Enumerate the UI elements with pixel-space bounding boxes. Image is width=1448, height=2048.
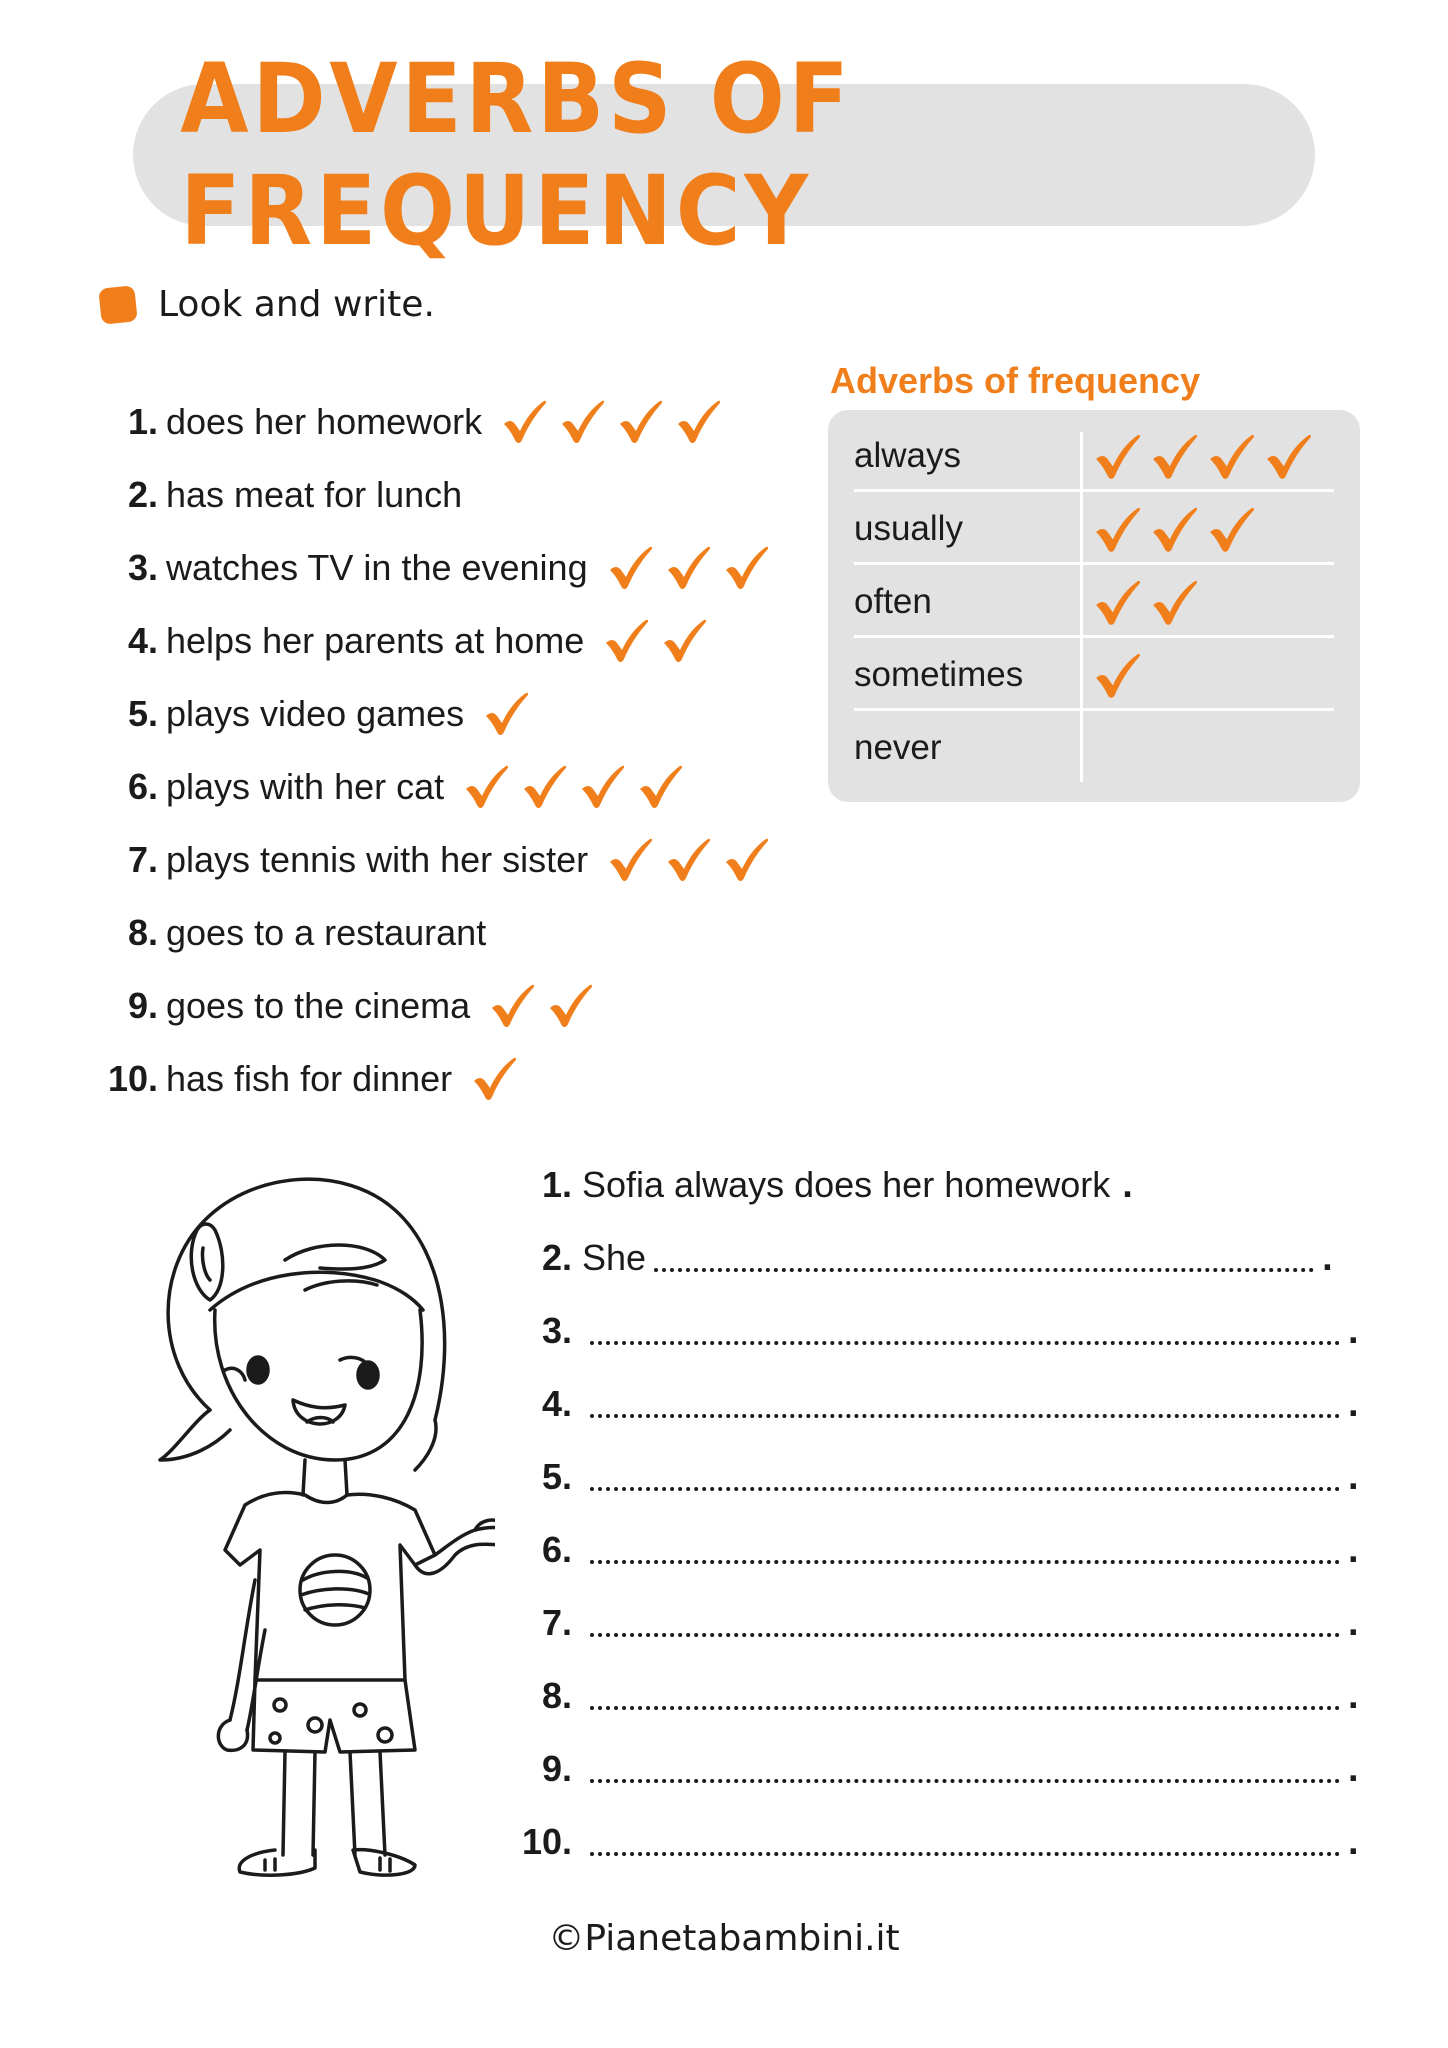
answer-number: 6. <box>541 1529 572 1570</box>
answer-blank[interactable] <box>590 1852 1340 1856</box>
activity-text: goes to the cinema <box>166 985 471 1026</box>
answer-number: 4. <box>541 1383 572 1424</box>
check-icon <box>722 544 770 592</box>
answer-period: . <box>1348 1309 1359 1352</box>
answer-blank[interactable] <box>590 1779 1340 1783</box>
answer-line[interactable] <box>510 1593 1359 1653</box>
activity-number: 10. <box>107 1058 158 1099</box>
check-icon <box>500 398 548 446</box>
activity-number: 1. <box>127 401 158 442</box>
check-icon <box>1092 578 1142 628</box>
check-icon <box>606 544 654 592</box>
legend-title: Adverbs of frequency <box>830 360 1201 401</box>
answer-blank[interactable] <box>590 1487 1340 1491</box>
check-icon <box>1149 505 1199 555</box>
answer-blank[interactable] <box>654 1268 1314 1272</box>
answer-number: 3. <box>541 1310 572 1351</box>
activity-item <box>0 976 604 1036</box>
legend-adverb: sometimes <box>854 655 1024 694</box>
answer-number: 7. <box>541 1602 572 1643</box>
check-icon <box>1206 505 1256 555</box>
activity-text: watches TV in the evening <box>166 547 588 588</box>
check-marks <box>462 763 694 811</box>
check-icon <box>1149 432 1199 482</box>
answer-line[interactable] <box>510 1228 1333 1288</box>
answer-period: . <box>1348 1528 1359 1571</box>
answer-blank[interactable] <box>590 1341 1340 1345</box>
legend-adverb: never <box>854 728 942 767</box>
answer-line[interactable] <box>510 1739 1359 1799</box>
check-icon <box>1206 432 1256 482</box>
answer-line[interactable] <box>510 1666 1359 1726</box>
legend-row <box>854 568 1334 638</box>
title-banner <box>133 43 1315 267</box>
bullet-icon <box>98 285 138 325</box>
activity-item <box>0 684 540 744</box>
check-icon <box>578 763 626 811</box>
answer-period: . <box>1348 1382 1359 1425</box>
legend-adverb: always <box>854 436 961 475</box>
activity-item <box>0 1049 528 1109</box>
legend-row <box>854 422 1334 492</box>
legend-row <box>854 714 1334 784</box>
answer-blank[interactable] <box>590 1633 1340 1637</box>
answer-period: . <box>1348 1455 1359 1498</box>
answer-blank[interactable] <box>590 1414 1340 1418</box>
activity-text: plays video games <box>166 693 465 734</box>
footer-credit: ©Pianetabambini.it <box>548 1918 900 1959</box>
activity-item <box>0 392 732 452</box>
activity-number: 8. <box>127 912 158 953</box>
girl-illustration <box>115 1160 495 1880</box>
activity-item <box>0 757 694 817</box>
check-icon <box>1092 651 1142 701</box>
check-icon <box>1149 578 1199 628</box>
check-icon <box>462 763 510 811</box>
answer-line[interactable] <box>510 1520 1359 1580</box>
check-icon <box>606 836 654 884</box>
check-marks <box>602 617 718 665</box>
activity-text: plays with her cat <box>166 766 445 807</box>
activity-number: 4. <box>127 620 158 661</box>
answer-number: 1. <box>541 1164 572 1205</box>
answer-blank[interactable] <box>590 1706 1340 1710</box>
activity-item <box>0 538 780 598</box>
activity-number: 7. <box>127 839 158 880</box>
activity-text: has fish for dinner <box>166 1058 453 1099</box>
answer-period: . <box>1348 1674 1359 1717</box>
legend-adverb: usually <box>854 509 963 548</box>
check-icon <box>470 1055 518 1103</box>
answer-number: 9. <box>541 1748 572 1789</box>
check-marks <box>470 1055 528 1103</box>
check-icon <box>482 690 530 738</box>
activity-number: 3. <box>127 547 158 588</box>
answer-period: . <box>1122 1163 1133 1206</box>
check-icon <box>1092 505 1142 555</box>
answer-line[interactable] <box>510 1301 1359 1361</box>
legend-row <box>854 641 1334 711</box>
legend-check-marks <box>1092 651 1149 701</box>
legend-table <box>828 410 1360 802</box>
check-marks <box>500 398 732 446</box>
answer-line[interactable] <box>510 1447 1359 1507</box>
activity-item <box>0 830 780 890</box>
answer-line[interactable] <box>510 1374 1359 1434</box>
answer-blank[interactable] <box>590 1560 1340 1564</box>
answer-period: . <box>1348 1820 1359 1863</box>
answer-number: 10. <box>521 1821 572 1862</box>
activity-text: plays tennis with her sister <box>166 839 589 880</box>
activity-number: 5. <box>127 693 158 734</box>
answer-period: . <box>1322 1236 1333 1279</box>
check-marks <box>488 982 604 1030</box>
legend-check-marks <box>1092 505 1263 555</box>
instruction <box>100 284 435 325</box>
activity-number: 9. <box>127 985 158 1026</box>
answer-line[interactable] <box>510 1155 1133 1215</box>
check-marks <box>482 690 540 738</box>
activity-text: helps her parents at home <box>166 620 585 661</box>
check-icon <box>674 398 722 446</box>
legend-row <box>854 495 1334 565</box>
check-icon <box>664 836 712 884</box>
instruction-text: Look and write. <box>158 284 435 325</box>
answer-number: 5. <box>541 1456 572 1497</box>
answer-period: . <box>1348 1747 1359 1790</box>
check-icon <box>722 836 770 884</box>
answer-text: Sofia always does her homework <box>582 1164 1111 1205</box>
check-icon <box>660 617 708 665</box>
activity-number: 2. <box>127 474 158 515</box>
activity-number: 6. <box>127 766 158 807</box>
check-icon <box>488 982 536 1030</box>
legend-adverb: often <box>854 582 932 621</box>
activity-text: goes to a restaurant <box>166 912 487 953</box>
check-icon <box>546 982 594 1030</box>
answer-number: 2. <box>541 1237 572 1278</box>
check-icon <box>616 398 664 446</box>
check-icon <box>1263 432 1313 482</box>
answer-period: . <box>1348 1601 1359 1644</box>
check-icon <box>520 763 568 811</box>
check-icon <box>636 763 684 811</box>
legend-check-marks <box>1092 432 1320 482</box>
check-icon <box>558 398 606 446</box>
check-marks <box>606 836 780 884</box>
check-icon <box>602 617 650 665</box>
answer-text: She <box>582 1237 647 1278</box>
activity-text: does her homework <box>166 401 483 442</box>
check-icon <box>1092 432 1142 482</box>
legend-check-marks <box>1092 578 1206 628</box>
answer-line[interactable] <box>510 1812 1359 1872</box>
activity-text: has meat for lunch <box>166 474 463 515</box>
activity-item <box>0 903 486 963</box>
check-icon <box>664 544 712 592</box>
page-title: ADVERBS OF FREQUENCY <box>180 43 853 267</box>
activity-item <box>0 465 462 525</box>
answer-number: 8. <box>541 1675 572 1716</box>
activity-item <box>0 611 718 671</box>
check-marks <box>606 544 780 592</box>
